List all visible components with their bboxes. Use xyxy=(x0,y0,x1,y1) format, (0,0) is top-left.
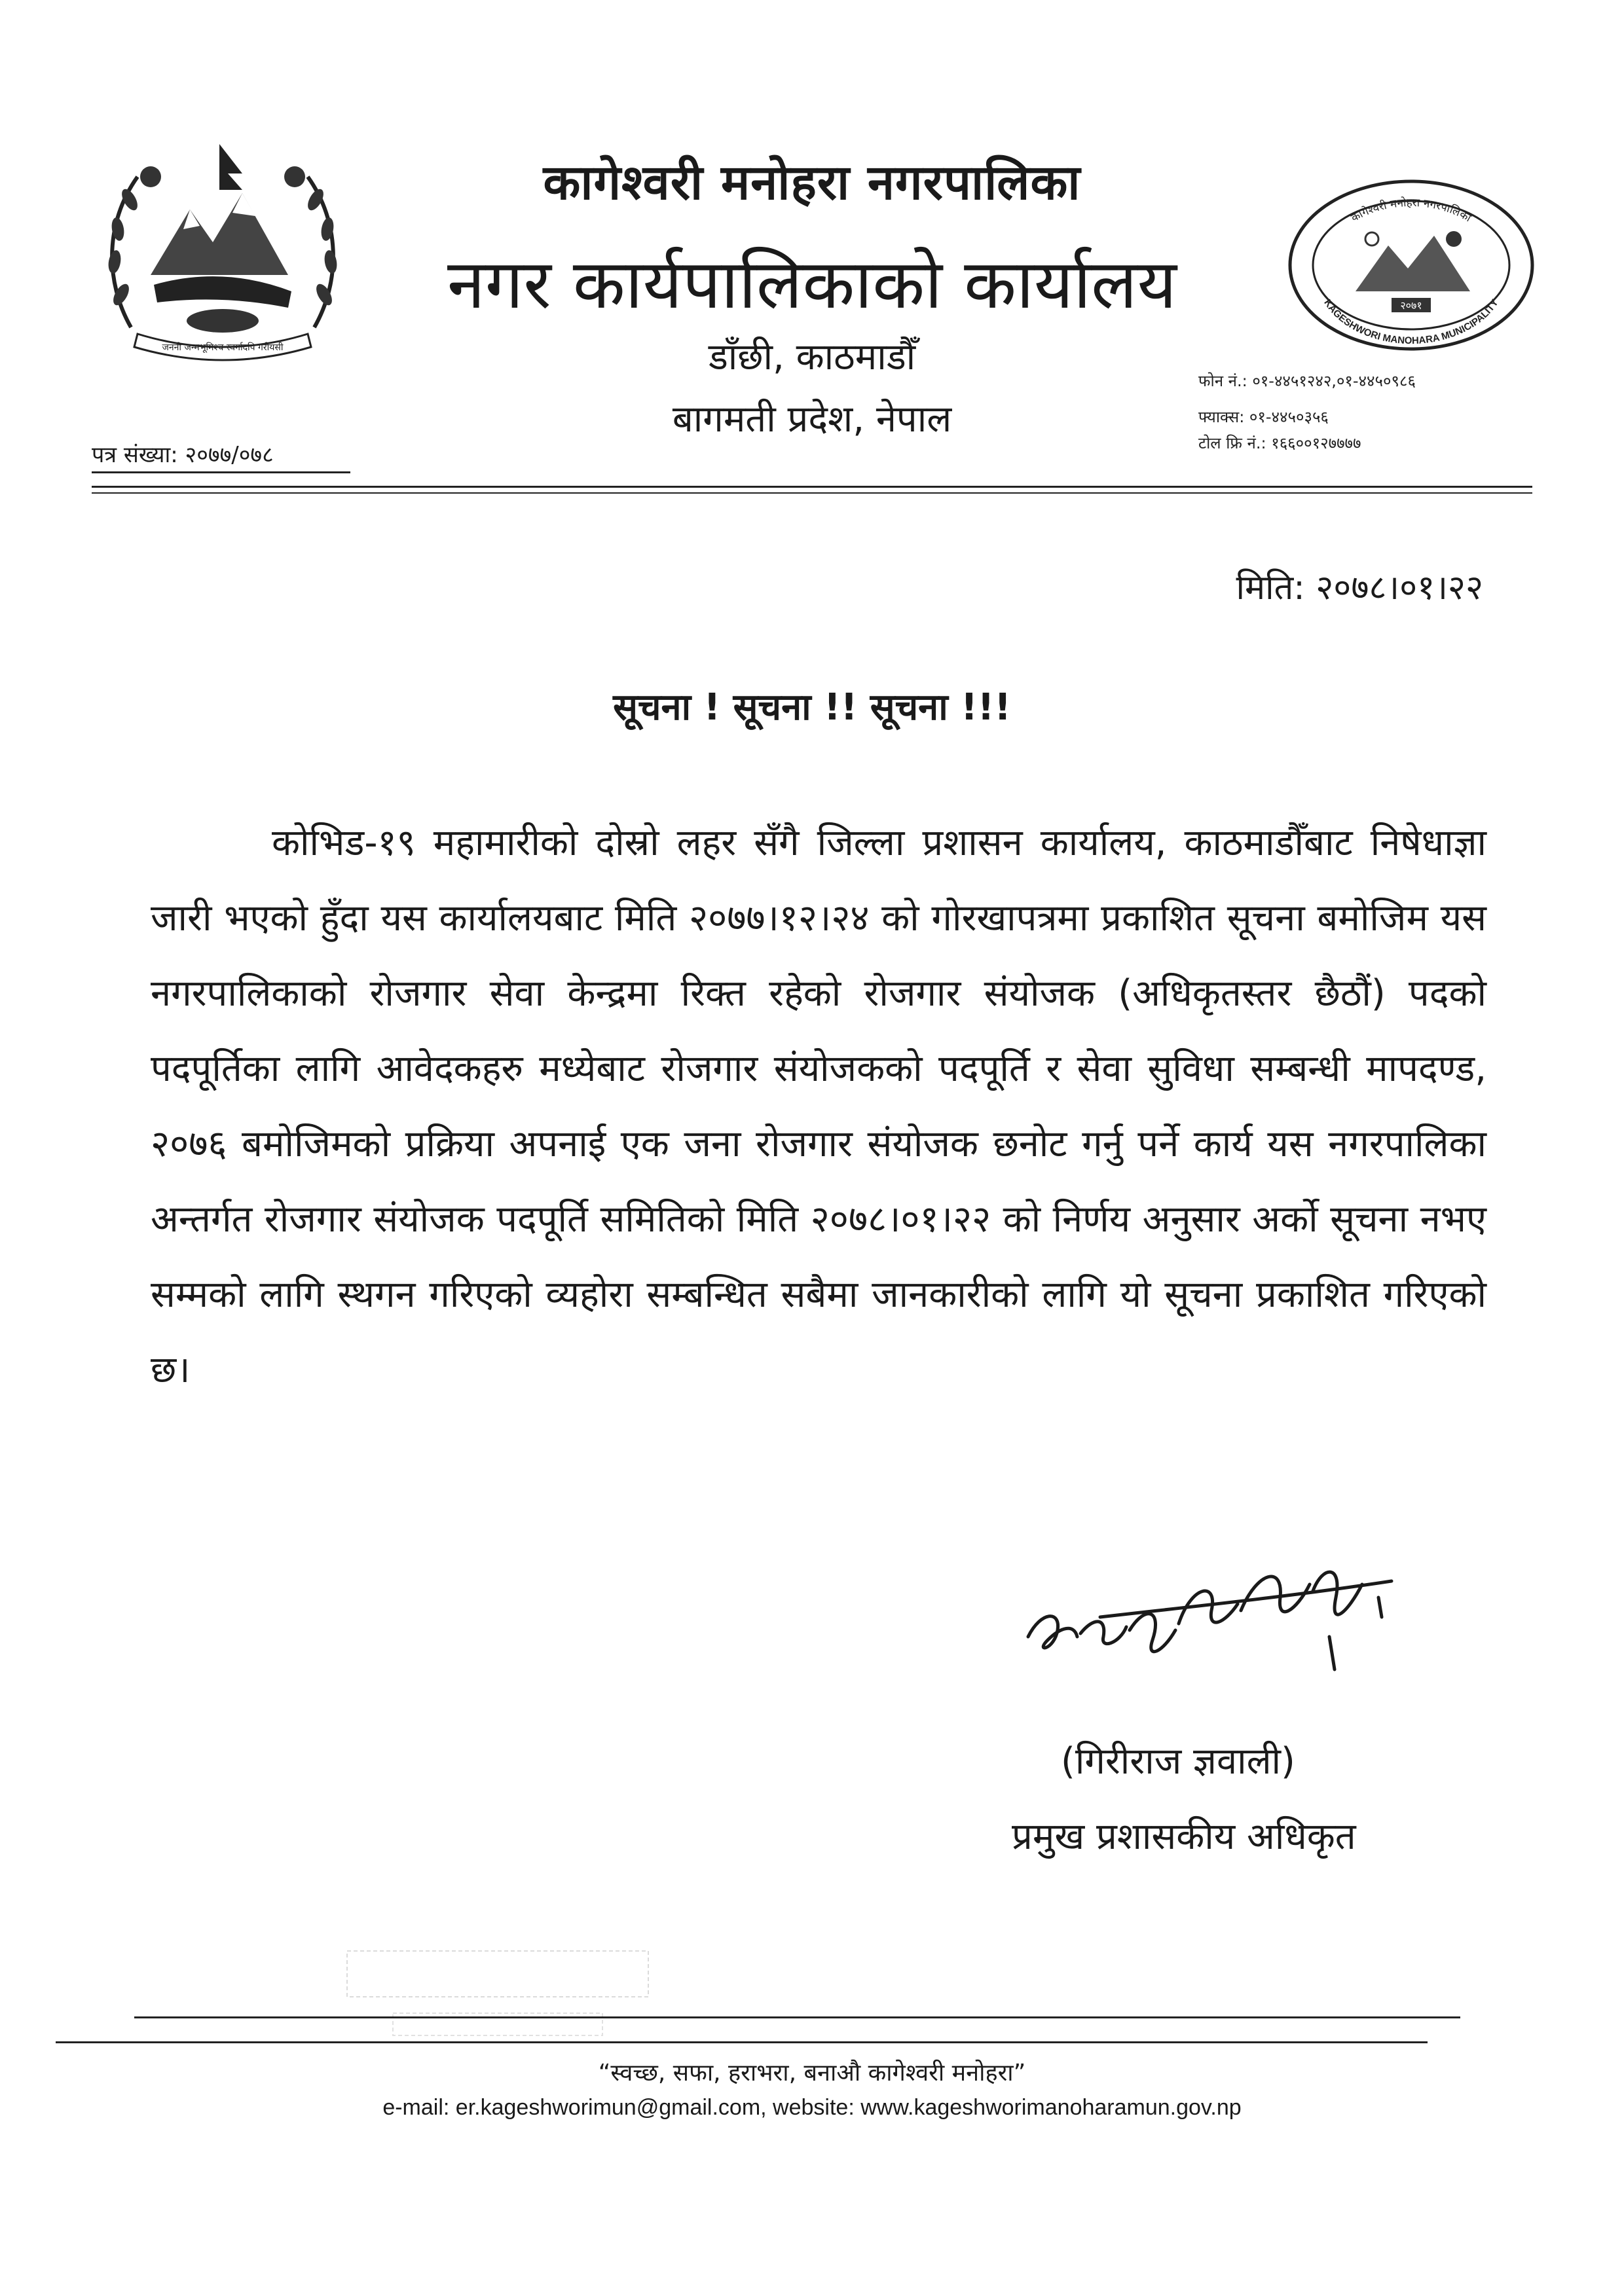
header-divider xyxy=(92,486,1532,488)
handwritten-signature-icon xyxy=(1022,1545,1401,1696)
footer-divider xyxy=(134,2016,1460,2018)
reference-number: पत्र संख्या: २०७७/०७८ xyxy=(92,442,274,468)
footer-slogan: “स्वच्छ, सफा, हराभरा, बनाऔ कागेश्वरी मनोहरा” xyxy=(598,2060,1026,2086)
faint-stamp-icon xyxy=(341,1938,655,2043)
phone-number: फोन नं.: ०१-४४५१२४२,०१-४४५०९८६ xyxy=(1198,372,1416,390)
seal-text-bottom: KAGESHWORI MANOHARA MUNICIPALITY xyxy=(1321,297,1501,347)
municipality-name: कागेश्वरी मनोहरा नगरपालिका xyxy=(543,155,1081,211)
letter-date: मिति: २०७८।०१।२२ xyxy=(1236,568,1483,608)
header-divider-thin xyxy=(92,492,1532,494)
notice-body: कोभिड-१९ महामारीको दोस्रो लहर सँगै जिल्ला प्रशासन कार्यालय, काठमाडौँबाट निषेधाज्ञा जारी भएको हुँदा यस कार्यालयबाट मिति २०७७।१२।२४ को गोरखापत्रमा प्रकाशित सूचना बमोजिम यस नगरपालिकाको रोजगार सेवा केन्द्रमा रिक्त रहेको रोजगार संयोजक (अधिकृतस्तर छैठौं) पदको पदपूर्तिका लागि आवेदकहरु मध्येबाट रोजगार संयोजकको पदपूर्ति र सेवा सुविधा सम्बन्धी मापदण्ड, २०७६ बमोजिमको प्रक्रिया अपनाई एक जना रोजगार संयोजक छनोट गर्नु पर्ने कार्य यस नगरपालिका अन्तर्गत रोजगार संयोजक पदपूर्ति समितिको मिति २०७८।०१।२२ को निर्णय अनुसार अर्को सूचना नभए सम्मको लागि स्थगन गरिएको व्यहोरा सम्बन्धित सबैमा जानकारीको लागि यो सूचना प्रकाशित गरिएको छ। xyxy=(151,822,1486,1391)
seal-year: २०७१ xyxy=(1400,299,1422,312)
reference-underline xyxy=(92,471,350,473)
footer-divider-2 xyxy=(56,2041,1428,2043)
seal-text-top: कागेश्वरी मनोहरा नगरपालिका xyxy=(1348,196,1474,225)
office-address: डाँछी, काठमाडौँ xyxy=(708,336,916,378)
toll-free-number: टोल फ्रि नं.: १६६००१२७७७७ xyxy=(1198,434,1361,452)
notice-title: सूचना ! सूचना !! सूचना !!! xyxy=(613,686,1011,729)
office-province: बागमती प्रदेश, नेपाल xyxy=(672,398,952,441)
fax-number: फ्याक्स: ०१-४४५०३५६ xyxy=(1198,408,1329,426)
footer-contact: e-mail: er.kageshworimun@gmail.com, website: www.kageshworimanoharamun.gov.np xyxy=(382,2095,1242,2120)
emblem-motto: जननी जन्मभूमिश्च स्वर्गादपि गरीयसी xyxy=(162,342,284,353)
signer-title: प्रमुख प्रशासकीय अधिकृत xyxy=(1012,1815,1356,1858)
office-name: नगर कार्यपालिकाको कार्यालय xyxy=(447,244,1177,324)
signer-name: (गिरीराज ज्ञवाली) xyxy=(1061,1740,1295,1783)
